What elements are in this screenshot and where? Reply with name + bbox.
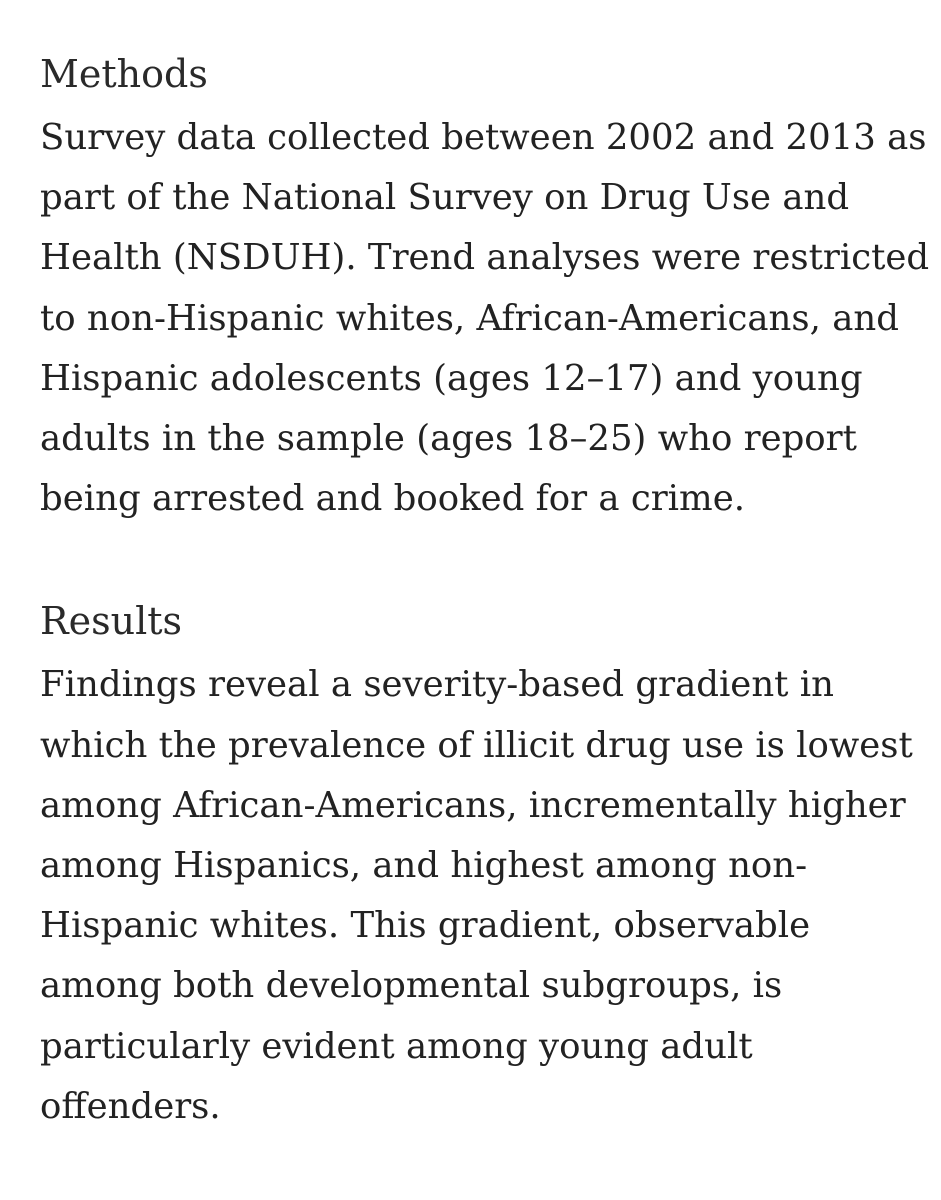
methods-heading: Methods <box>40 52 208 96</box>
results-line: particularly evident among young adult <box>40 1025 753 1067</box>
methods-line: to non-Hispanic whites, African-Americans, and <box>40 297 899 339</box>
results-paragraph <box>40 655 913 1137</box>
results-line: Hispanic whites. This gradient, observable <box>40 905 811 947</box>
methods-line: Health (NSDUH). Trend analyses were restricted <box>40 237 930 279</box>
results-heading: Results <box>40 599 182 644</box>
results-line: offenders. <box>40 1085 221 1127</box>
results-line: among African-Americans, incrementally higher <box>40 784 906 826</box>
abstract-content <box>40 44 930 1137</box>
methods-line: adults in the sample (ages 18–25) who report <box>40 418 857 460</box>
methods-line: Survey data collected between 2002 and 2013 as <box>40 117 927 158</box>
results-line: which the prevalence of illicit drug use is lowest <box>40 724 913 766</box>
methods-line: part of the National Survey on Drug Use and <box>40 177 850 219</box>
methods-line: being arrested and booked for a crime. <box>40 478 745 520</box>
results-line: Findings reveal a severity-based gradient in <box>40 664 834 706</box>
methods-line: Hispanic adolescents (ages 12–17) and young <box>40 357 863 399</box>
results-line: among both developmental subgroups, is <box>40 965 783 1007</box>
methods-paragraph <box>40 108 930 529</box>
results-section <box>40 591 913 1137</box>
results-line: among Hispanics, and highest among non- <box>40 845 808 887</box>
section-spacer <box>40 529 910 591</box>
methods-section <box>40 44 930 529</box>
